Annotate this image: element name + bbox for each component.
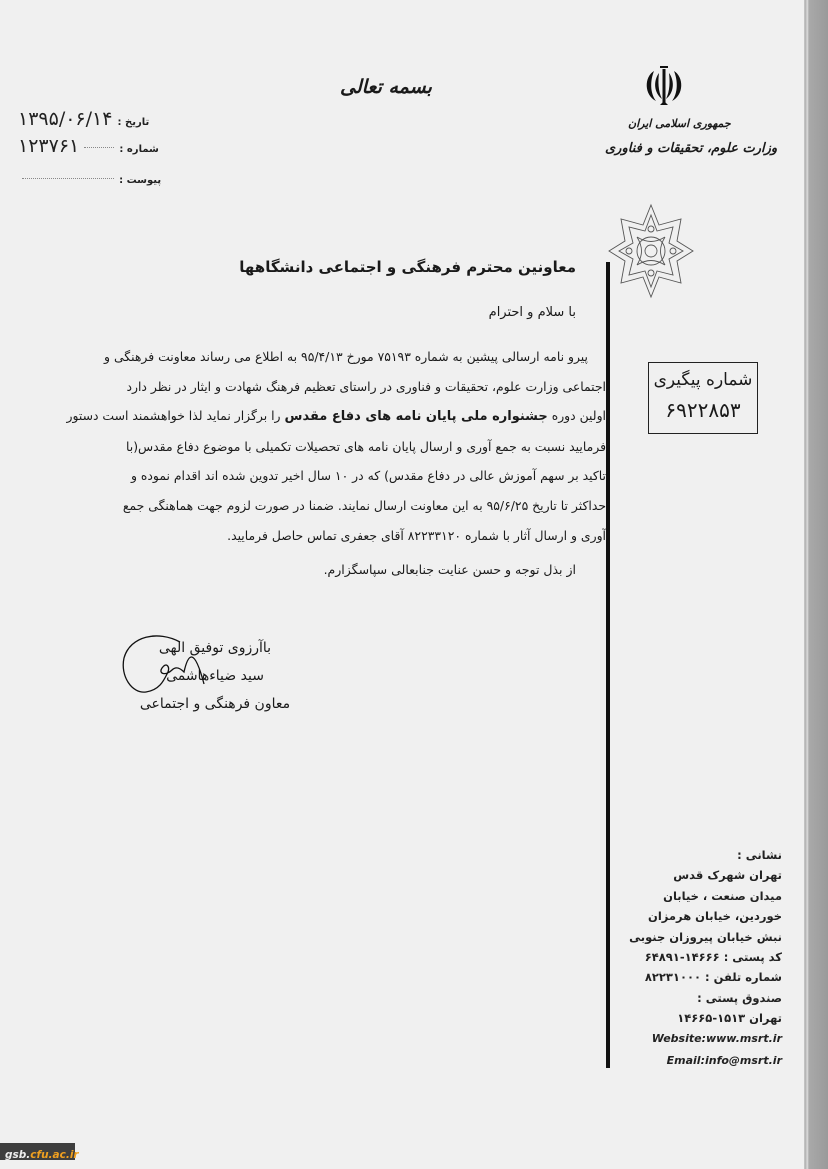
ministry-address: [612, 845, 782, 1071]
phone-number: شماره تلفن : ۸۲۲۳۱۰۰۰: [644, 970, 782, 985]
address-line: تهران شهرک قدس: [673, 868, 782, 883]
invocation-heading: بسمه تعالی: [340, 76, 432, 98]
handwritten-signature-icon: [118, 628, 208, 700]
watermark-prefix: gsb.: [5, 1149, 31, 1161]
arabesque-star-ornament-icon: [607, 203, 695, 299]
iran-emblem-icon: [640, 63, 688, 111]
postal-code: کد پستی : ۱۴۶۶۶-۶۴۸۹۱: [644, 950, 782, 965]
po-box-value: تهران ۱۵۱۳-۱۴۶۶۵: [677, 1011, 782, 1026]
address-line: خوردین، خیابان هرمزان: [648, 909, 782, 924]
website-link[interactable]: Website:www.msrt.ir: [651, 1031, 782, 1045]
body-line-3-end: را برگزار نماید لذا خواهشمند است دستور: [66, 408, 285, 424]
number-value: ۱۲۳۷۶۱: [18, 135, 80, 157]
body-line-6: حداکثر تا تاریخ ۹۵/۶/۲۵ به این معاونت ارسال نمایند. ضمنا در صورت لزوم جهت هماهنگی جمع: [122, 497, 606, 513]
address-line: نشانی :: [737, 848, 782, 862]
vertical-divider: [606, 262, 610, 1068]
signatory-name: سید ضیاءهاشمی: [166, 668, 264, 684]
number-row: [18, 135, 159, 157]
signature-wish: باآرزوی توفیق الهی: [158, 640, 272, 656]
address-line: میدان صنعت ، خیابان: [663, 888, 782, 903]
attachment-label: پیوست :: [119, 175, 162, 186]
attachment-dots: [22, 178, 114, 179]
body-line-3: [66, 401, 606, 432]
scan-edge-shadow: [804, 0, 828, 1169]
body-line-5: تاکید بر سهم آموزش عالی در دفاع مقدس) که در ۱۰ سال اخیر تدوین شده اند اقدام نموده و: [130, 468, 606, 484]
recipient-heading: معاونین محترم فرهنگی و اجتماعی دانشگاهها: [239, 258, 576, 276]
date-row: [18, 108, 149, 130]
date-value: ۱۳۹۵/۰۶/۱۴: [18, 108, 113, 130]
tracking-label: شماره پیگیری: [653, 370, 753, 390]
country-name: جمهوری اسلامی ایران: [628, 117, 731, 130]
address-line: نبش خیابان پیروزان جنوبی: [629, 929, 782, 944]
site-watermark: [0, 1143, 79, 1161]
closing-line: از بذل توجه و حسن عنایت جنابعالی سپاسگزارم.: [323, 562, 576, 577]
date-label: تاریخ :: [117, 117, 150, 128]
number-dots: [84, 147, 114, 148]
po-box-label: صندوق پستی :: [697, 990, 782, 1005]
festival-name: جشنواره ملی پایان نامه های دفاع مقدس: [284, 409, 548, 425]
letter-body: [66, 342, 606, 550]
ministry-name: وزارت علوم، تحقیقات و فناوری: [605, 141, 778, 156]
watermark-domain: cfu.ac.ir: [30, 1149, 79, 1161]
tracking-number-box: [648, 362, 758, 434]
tracking-value: ۶۹۲۲۸۵۳: [665, 398, 741, 422]
body-line-1: پیرو نامه ارسالی پیشین به شماره ۷۵۱۹۳ مورخ ۹۵/۴/۱۳ به اطلاع می رساند معاونت فرهنگی و: [104, 349, 588, 364]
body-line-7: آوری و ارسال آثار با شماره ۸۲۲۳۳۱۲۰ آقای جعفری تماس حاصل فرمایید.: [227, 527, 606, 543]
email-link[interactable]: Email:info@msrt.ir: [666, 1054, 782, 1068]
signatory-title: معاون فرهنگی و اجتماعی: [139, 696, 291, 712]
body-line-4: فرمایید نسبت به جمع آوری و ارسال پایان نامه های تحصیلات تکمیلی با موضوع دفاع مقدس(با: [126, 438, 606, 454]
greeting: با سلام و احترام: [488, 305, 576, 320]
number-label: شماره :: [119, 144, 159, 155]
body-line-2: اجتماعی وزارت علوم، تحقیقات و فناوری در راستای تعظیم فرهنگ شهادت و ایثار در نظر دارد: [126, 378, 606, 394]
attachment-row: [22, 166, 161, 188]
body-line-3-start: اولین دوره: [547, 408, 606, 424]
